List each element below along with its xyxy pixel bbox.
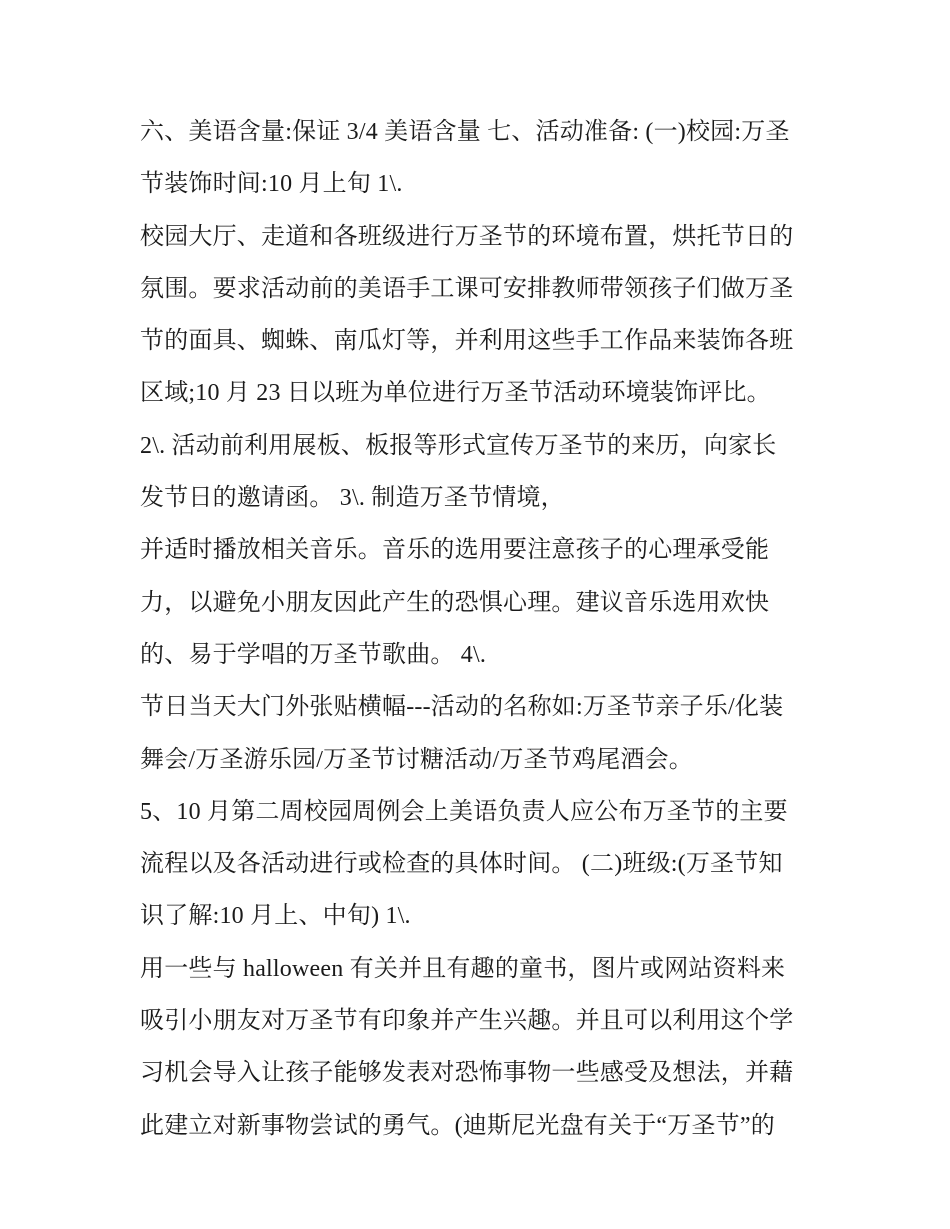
text-line: 力，以避免小朋友因此产生的恐惧心理。建议音乐选用欢快: [140, 589, 770, 616]
text-line: 校园大厅、走道和各班级进行万圣节的环境布置，烘托节日的: [140, 223, 794, 250]
text-line: 节日当天大门外张贴横幅---活动的名称如:万圣节亲子乐/化装: [140, 694, 784, 721]
text-line: 并适时播放相关音乐。音乐的选用要注意孩子的心理承受能: [140, 537, 770, 564]
text-line: 此建立对新事物尝试的勇气。(迪斯尼光盘有关于“万圣节”的: [140, 1112, 775, 1139]
text-line: 六、美语含量:保证 3/4 美语含量 七、活动准备: (一)校园:万圣: [140, 119, 790, 145]
text-line: 2\. 活动前利用展板、板报等形式宣传万圣节的来历，向家长: [140, 432, 777, 459]
text-line: 吸引小朋友对万圣节有印象并产生兴趣。并且可以利用这个学: [140, 1008, 794, 1035]
text-line: 习机会导入让孩子能够发表对恐怖事物一些感受及想法，并藉: [140, 1060, 794, 1087]
text-line: 节的面具、蜘蛛、南瓜灯等，并利用这些手工作品来装饰各班: [140, 328, 794, 355]
text-line: 氛围。要求活动前的美语手工课可安排教师带领孩子们做万圣: [140, 275, 794, 302]
text-line: 发节日的邀请函。 3\. 制造万圣节情境，: [140, 485, 565, 512]
text-line: 舞会/万圣游乐园/万圣节讨糖活动/万圣节鸡尾酒会。: [140, 746, 694, 773]
text-line: 的、易于学唱的万圣节歌曲。 4\.: [140, 641, 487, 668]
text-line: 5、10 月第二周校园周例会上美语负责人应公布万圣节的主要: [140, 798, 788, 825]
text-line: 节装饰时间:10 月上旬 1\.: [140, 171, 403, 198]
text-line: 用一些与 halloween 有关并且有趣的童书，图片或网站资料来: [140, 955, 786, 982]
text-line: 识了解:10 月上、中旬) 1\.: [140, 903, 411, 930]
text-line: 区域;10 月 23 日以班为单位进行万圣节活动环境装饰评比。: [140, 380, 771, 407]
document-body: [140, 106, 820, 1152]
text-line: 流程以及各活动进行或检查的具体时间。 (二)班级:(万圣节知: [140, 851, 783, 878]
